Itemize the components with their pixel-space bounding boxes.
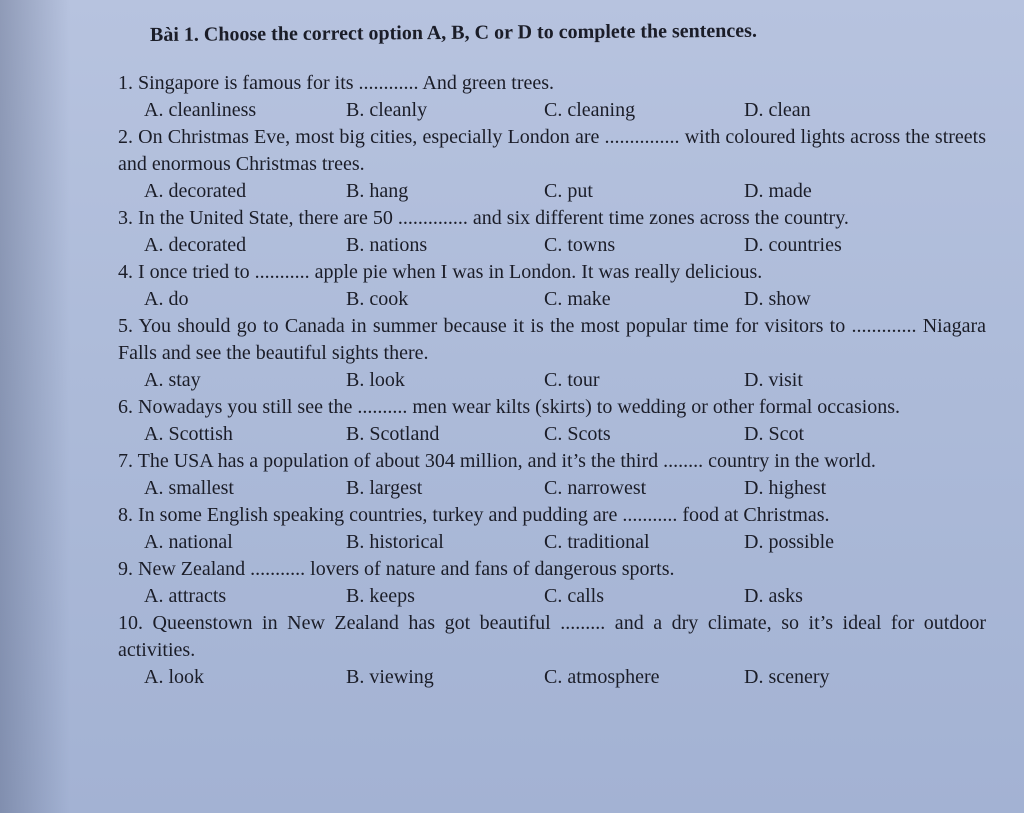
question-stem: 4. I once tried to ........... apple pie when I was in London. It was really delicious. [118, 261, 763, 283]
option-d: D. highest [744, 477, 827, 499]
question-stem: 8. In some English speaking countries, turkey and pudding are ........... food at Christmas. [118, 504, 830, 526]
question-item-1 [118, 70, 986, 124]
option-c: C. narrowest [544, 477, 647, 499]
question-stem: 7. The USA has a population of about 304 million, and it’s the third ........ country in the world. [118, 450, 876, 472]
option-c: C. atmosphere [544, 666, 660, 688]
option-d: D. scenery [744, 666, 830, 688]
option-b: B. historical [346, 531, 444, 553]
question-stem: 6. Nowadays you still see the .......... men wear kilts (skirts) to wedding or other formal occasions. [118, 396, 901, 418]
question-item-8 [118, 502, 986, 556]
option-a: A. attracts [144, 585, 227, 607]
question-item-5 [118, 313, 986, 394]
question-item-7 [118, 448, 986, 502]
answer-options [118, 97, 986, 124]
question-item-3 [118, 205, 986, 259]
question-list [118, 70, 986, 691]
question-stem: 5. You should go to Canada in summer because it is the most popular time for visitors to ............. Niagara Falls and see the beautiful sights there. [118, 315, 986, 364]
exercise-title: Bài 1. Choose the correct option A, B, C or D to complete the sentences. [149, 19, 758, 46]
question-stem: 3. In the United State, there are 50 .............. and six different time zones across the country. [118, 207, 849, 229]
option-c: C. traditional [544, 531, 650, 553]
option-b: B. cleanly [346, 99, 428, 121]
question-item-9 [118, 556, 986, 610]
question-stem: 1. Singapore is famous for its ............ And green trees. [118, 72, 555, 94]
option-c: C. put [544, 180, 593, 202]
answer-options [118, 367, 986, 394]
option-b: B. keeps [346, 585, 415, 607]
option-c: C. towns [544, 234, 616, 256]
option-d: D. clean [744, 99, 811, 121]
option-a: A. decorated [144, 180, 247, 202]
option-d: D. made [744, 180, 812, 202]
option-c: C. calls [544, 585, 604, 607]
question-item-2 [118, 124, 986, 205]
page-shadow [0, 0, 70, 813]
answer-options [118, 178, 986, 205]
option-c: C. Scots [544, 423, 611, 445]
answer-options [118, 664, 986, 691]
option-d: D. countries [744, 234, 842, 256]
option-b: B. cook [346, 288, 409, 310]
option-c: C. make [544, 288, 611, 310]
option-a: A. cleanliness [144, 99, 257, 121]
option-c: C. tour [544, 369, 600, 391]
answer-options [118, 475, 986, 502]
option-b: B. largest [346, 477, 423, 499]
answer-options [118, 421, 986, 448]
question-stem: 2. On Christmas Eve, most big cities, especially London are ............... with coloured lights across the streets and enormous Christmas trees. [118, 126, 986, 175]
option-d: D. visit [744, 369, 803, 391]
option-d: D. Scot [744, 423, 804, 445]
option-a: A. smallest [144, 477, 234, 499]
option-b: B. look [346, 369, 405, 391]
question-stem: 9. New Zealand ........... lovers of nature and fans of dangerous sports. [118, 558, 675, 580]
option-a: A. decorated [144, 234, 247, 256]
answer-options [118, 583, 986, 610]
option-b: B. nations [346, 234, 428, 256]
answer-options [118, 232, 986, 259]
option-a: A. do [144, 288, 189, 310]
option-a: A. national [144, 531, 233, 553]
option-d: D. possible [744, 531, 834, 553]
option-b: B. hang [346, 180, 409, 202]
option-a: A. Scottish [144, 423, 233, 445]
question-item-6 [118, 394, 986, 448]
question-item-10 [118, 610, 986, 691]
option-a: A. look [144, 666, 204, 688]
question-item-4 [118, 259, 986, 313]
option-a: A. stay [144, 369, 201, 391]
answer-options [118, 529, 986, 556]
option-d: D. show [744, 288, 811, 310]
option-b: B. viewing [346, 666, 434, 688]
question-stem: 10. Queenstown in New Zealand has got beautiful ......... and a dry climate, so it’s ideal for outdoor activities. [118, 612, 986, 661]
answer-options [118, 286, 986, 313]
option-d: D. asks [744, 585, 803, 607]
option-c: C. cleaning [544, 99, 636, 121]
option-b: B. Scotland [346, 423, 440, 445]
